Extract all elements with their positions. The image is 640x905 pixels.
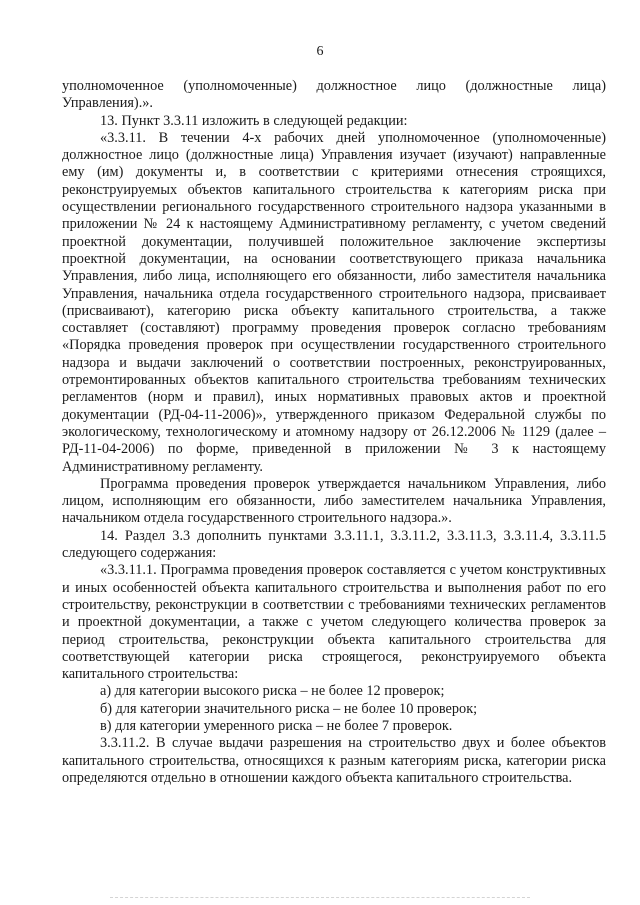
paragraph-3-3-11: «3.3.11. В течении 4-х рабочих дней уполномоченное (уполномоченные) должностное лицо (должностные лица) Управления изучает (изучают) направленные ему (им) документы и, в соответствии с критериями отнесения строящихся, реконструируемых объектов капитального строительства к категориям риска при осуществлении регионального государственного строительного надзора указанными в приложении № 24 к настоящему Административному регламенту, с учетом сведений проектной документации, получившей положительное заключение экспертизы проектной документации, на основании соответствующего приказа начальника Управления, либо лица, исполняющего его обязанности, либо заместителя начальника Управления, начальника отдела государственного строительного надзора, присваивает (присваивают), категорию риска объекту капитального строительства, а также составляет (составляют) программу проведения проверок согласно требованиям «Порядка проведения проверок при осуществлении государственного строительного надзора и выдачи заключений о соответствии построенных, реконструированных, отремонтированных объектов капитального строительства требованиям технических регламентов (норм и правил), иных нормативных правовых актов и проектной документации (РД-04-11-2006)», утвержденного приказом Федеральной службы по экологическому, технологическому и атомному надзору от 26.12.2006 № 1129 (далее – РД-11-04-2006) по форме, приведенной в приложении № 3 к настоящему Административному регламенту. <box>62 129 606 475</box>
paragraph-3-3-11-2: 3.3.11.2. В случае выдачи разрешения на строительство двух и более объектов капитального строительства, относящихся к разным категориям риска, категории риска определяются отдельно в отношении каждого объекта капитального строительства. <box>62 735 606 786</box>
paragraph-continuation: уполномоченное (уполномоченные) должностное лицо (должностные лица) Управления).». <box>62 78 606 112</box>
paragraph-3-3-11-1: «3.3.11.1. Программа проведения проверок составляется с учетом конструктивных и иных особенностей объекта капитального строительства и выполнения работ по его строительству, реконструкции в соответствии с требованиями технических регламентов и проектной документации, а также с учетом следующего количества проверок за период строительства, реконструкции объекта капитального строительства для соответствующей категории риска строящегося, реконструируемого объекта капитального строительства: <box>62 562 606 683</box>
list-item-significant-risk: б) для категории значительного риска – не более 10 проверок; <box>100 700 478 717</box>
document-body <box>62 78 606 787</box>
list-item-moderate-risk: в) для категории умеренного риска – не более 7 проверок. <box>100 717 453 734</box>
paragraph-item-13: 13. Пункт 3.3.11 изложить в следующей редакции: <box>100 112 408 129</box>
page-number: 6 <box>316 44 324 59</box>
paragraph-program-approval: Программа проведения проверок утверждается начальником Управления, либо лицом, исполняющим его обязанности, либо заместителем начальника Управления, начальником отдела государственного строительного надзора.». <box>62 475 606 527</box>
scan-edge-artifact <box>110 897 530 904</box>
list-item-high-risk: а) для категории высокого риска – не более 12 проверок; <box>100 683 445 700</box>
paragraph-item-14: 14. Раздел 3.3 дополнить пунктами 3.3.11.1, 3.3.11.2, 3.3.11.3, 3.3.11.4, 3.3.11.5 следующего содержания: <box>62 527 606 562</box>
